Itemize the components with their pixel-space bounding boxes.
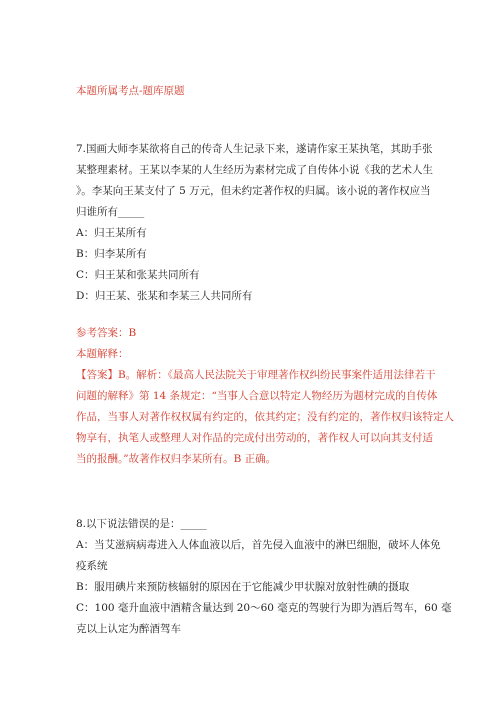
q7-stem-line: 归谁所有_____ [76, 206, 145, 218]
q8-stem: 8.以下说法错误的是：_____ [76, 518, 207, 530]
q7-stem-line: 7.国画大师李某欲将自己的传奇人生记录下来，遂请作家王某执笔，其助手张 [76, 143, 433, 155]
q7-explanation-line: 【答案】B。解析：《最高人民法院关于审理著作权纠纷民事案件适用法律若干 [76, 369, 436, 381]
q7-stem-line: 某整理素材。王某以李某的人生经历为素材完成了自传体小说《我的艺术人生 [76, 164, 433, 176]
q7-stem-line: 》。李某向王某支付了 5 万元，但未约定著作权的归属。该小说的著作权应当 [76, 185, 431, 197]
q8-option-line: B：服用碘片来预防核辐射的原因在于它能减少甲状腺对放射性碘的摄取 [76, 581, 410, 593]
q8-option-line: 克以上认定为醉酒驾车 [76, 623, 181, 635]
q8-option-line: 疫系统 [76, 560, 108, 572]
topic-header: 本题所属考点-题库原题 [76, 85, 185, 97]
q7-option-a: A：归王某所有 [76, 227, 147, 239]
q8-option-line: C：100 毫升血液中酒精含量达到 20～60 毫克的驾驶行为即为酒后驾车，60 毫 [76, 602, 452, 614]
q7-explanation-label: 本题解释： [76, 348, 129, 360]
q7-explanation-line: 当的报酬。”故著作权归李某所有。B 正确。 [76, 453, 277, 465]
q7-answer: 参考答案：B [76, 327, 137, 339]
q7-explanation-line: 问题的解释》第 14 条规定：“当事人合意以特定人物经历为题材完成的自传体 [76, 390, 438, 402]
q7-explanation-line: 物享有，执笔人或整理人对作品的完成付出劳动的，著作权人可以向其支付适 [76, 432, 433, 444]
q8-option-line: A：当艾滋病病毒进入人体血液以后，首先侵入血液中的淋巴细胞，破坏人体免 [76, 539, 441, 551]
q7-option-d: D：归王某、张某和李某三人共同所有 [76, 290, 253, 302]
q7-option-b: B：归李某所有 [76, 248, 147, 260]
q7-explanation-line: 作品，当事人对著作权权属有约定的，依其约定；没有约定的，著作权归该特定人 [76, 411, 454, 423]
q7-option-c: C：归王某和张某共同所有 [76, 269, 200, 281]
